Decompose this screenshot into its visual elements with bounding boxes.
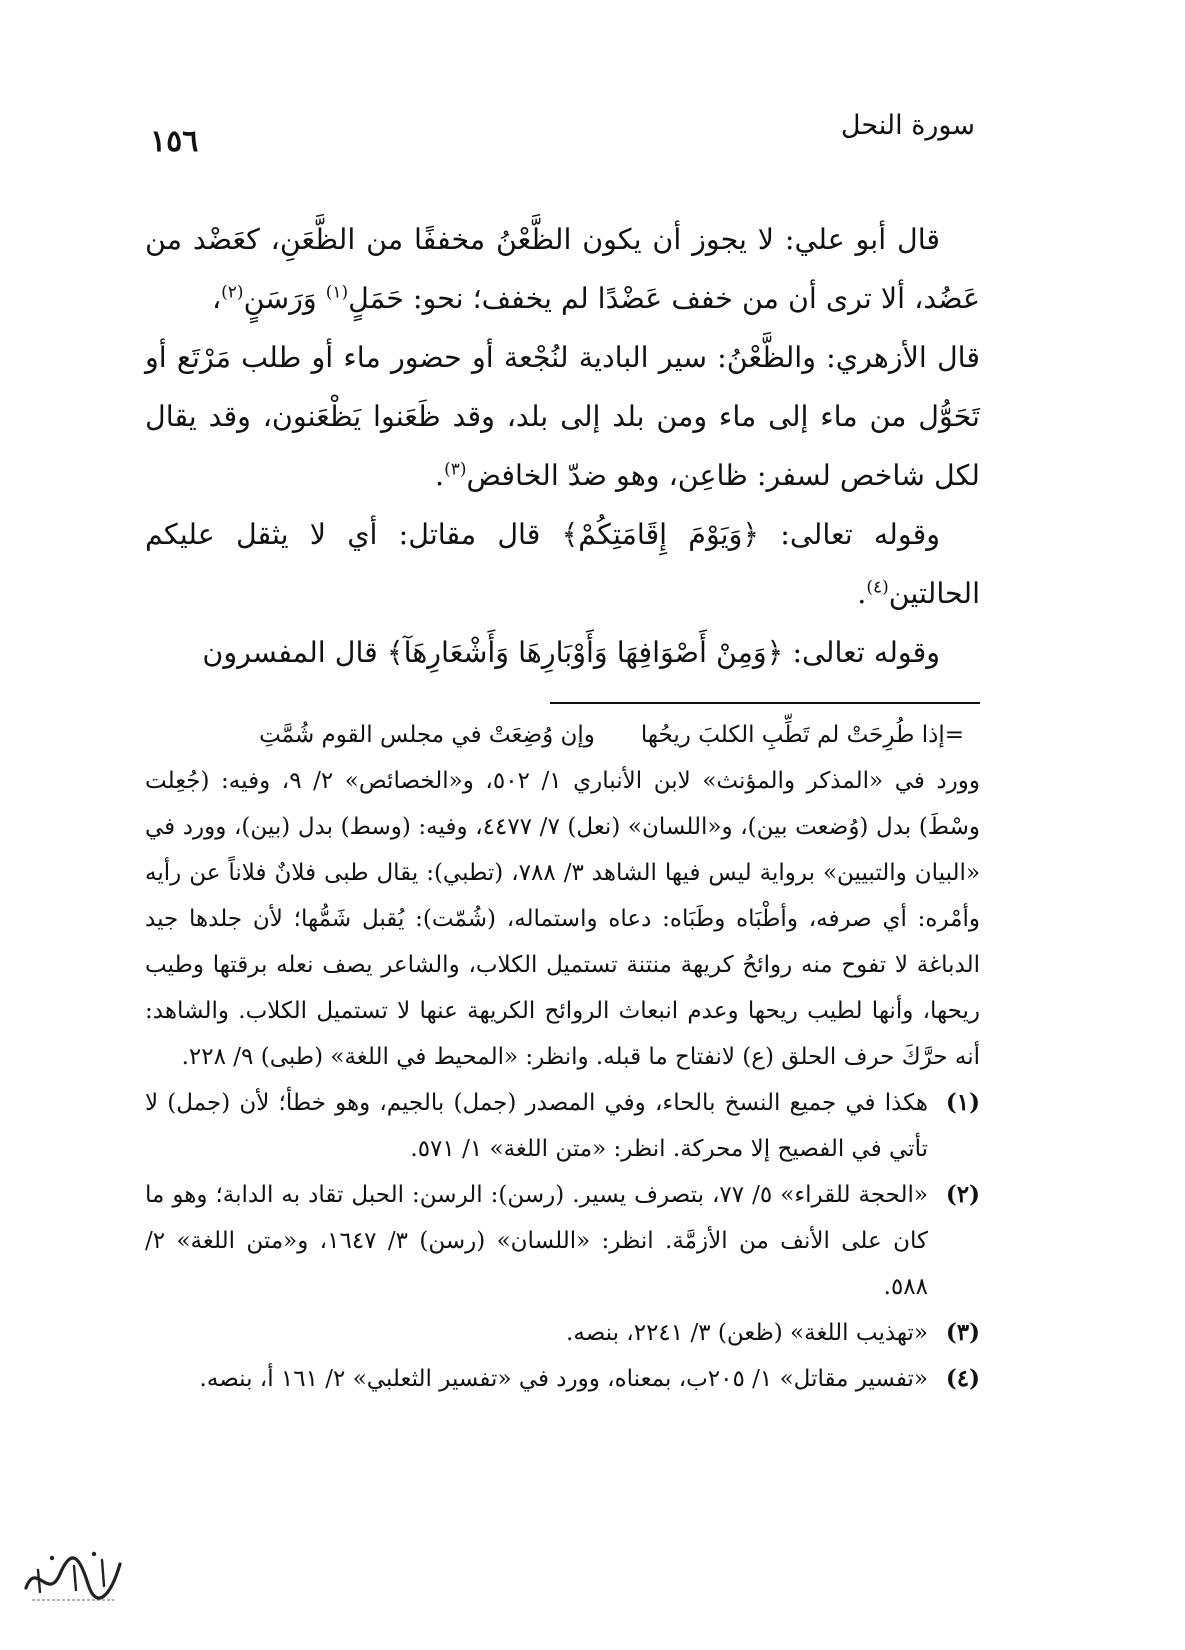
footnotes: [145, 712, 980, 1402]
footnote-number: (١): [945, 1089, 980, 1116]
paragraph-abu-ali: [145, 210, 980, 328]
text-span: قال أبو علي: لا يجوز أن يكون الظَّعْنُ مخففًا من الظَّعَنِ، كعَضْد من عَضُد، ألا ترى أن من خفف عَضْدًا لم يخفف؛ نحو: حَمَلٍ: [145, 223, 980, 315]
text-span: قال مقاتل: أي لا يثقل عليكم الحالتين: [145, 518, 980, 610]
paragraph-azhari: [145, 328, 980, 505]
text-span: وقوله تعالى:: [783, 636, 940, 669]
footnote-number: (٢): [945, 1181, 980, 1208]
page-number: ١٥٦: [150, 124, 199, 159]
footnote-number: (٤): [945, 1365, 980, 1392]
text-span: وقوله تعالى:: [759, 518, 940, 551]
footnote-separator: [550, 702, 980, 704]
footnote-3: [145, 1310, 980, 1356]
text-span: قال الأزهري: والظَّعْنُ: سير البادية لنُجْعة أو حضور ماء أو طلب مَرْتَع أو تَحَوُّل من ماء إلى ماء ومن بلد إلى بلد، وقد ظَعَنوا يَظْعَنون، وقد يقال لكل شاخص لسفر: ظاعِن، وهو ضدّ الخافض: [145, 341, 980, 492]
footnote-1: [145, 1080, 980, 1172]
footnote-4: [145, 1356, 980, 1402]
quran-verse: ﴿وَمِنْ أَصْوَافِهَا وَأَوْبَارِهَا وَأَشْعَارِهَآ﴾: [386, 636, 784, 669]
footnote-2: [145, 1172, 980, 1310]
footnote-text: هكذا في جميع النسخ بالحاء، وفي المصدر (جمل) بالجيم، وهو خطأ؛ لأن (جمل) لا تأتي في الفصيح إلا محركة. انظر: «متن اللغة» ١/ ٥٧١.: [145, 1090, 928, 1162]
surah-title: سورة النحل: [840, 110, 975, 141]
footnote-ref-1[interactable]: (١): [325, 282, 349, 303]
text-span: قال المفسرون: [202, 636, 387, 669]
watermark-logo: [18, 1540, 128, 1610]
verse-hemistich-second: وإن وُضِعَتْ في مجلس القوم شُمَّتِ: [259, 722, 595, 748]
paragraph-ayah-aswafiha: [145, 623, 980, 682]
main-text: [145, 210, 980, 682]
quran-verse: ﴿وَيَوْمَ إِقَامَتِكُمْ﴾: [561, 518, 760, 551]
footnote-text: «تفسير مقاتل» ١/ ٢٠٥ب، بمعناه، وورد في «تفسير الثعلبي» ٢/ ١٦١ أ، بنصه.: [199, 1366, 928, 1392]
page-header: [150, 110, 975, 160]
verse-hemistich-first: =إذا طُرِحَتْ لم تَطِّبِ الكلبَ ريحُها: [640, 722, 964, 748]
text-span: .: [435, 459, 445, 492]
footnote-text: «الحجة للقراء» ٥/ ٧٧، بتصرف يسير. (رسن): الرسن: الحبل تقاد به الدابة؛ وهو ما كان على الأنف من الأزمَّة. انظر: «اللسان» (رسن) ٣/ ١٦٤٧، و«متن اللغة» ٢/ ٥٨٨.: [145, 1182, 928, 1300]
paragraph-ayah-iqamatikum: [145, 505, 980, 623]
footnote-ref-3[interactable]: (٣): [444, 459, 467, 480]
footnote-number: (٣): [945, 1319, 980, 1346]
text-span: ،: [211, 282, 222, 315]
text-span: وَرَسَنٍ: [243, 282, 326, 315]
footnote-continuation: وورد في «المذكر والمؤنث» لابن الأنباري ١/ ٥٠٢، و«الخصائص» ٢/ ٩، وفيه: (جُعِلت وسْطَ) بدل (وُضعت بين)، و«اللسان» (نعل) ٧/ ٤٤٧٧، وفيه: (وسط) بدل (بين)، وورد في «البيان والتبيين» برواية ليس فيها الشاهد ٣/ ٧٨٨، (تطبي): يقال طبى فلانٌ فلاناً عن رأيه وأمْره: أي صرفه، وأطْبَاه وطَبَاه: دعاه واستماله، (شُمّت): يُقبل شَمُّها؛ لأن جلدها جيد الدباغة لا تفوح منه روائحُ كريهة منتنة تستميل الكلاب، والشاعر يصف نعله برقتها وطيب ريحها، وأنها لطيب ريحها وعدم انبعاث الروائح الكريهة عنها لا تستميل الكلاب. والشاهد: أنه حرَّكَ حرف الحلق (ع) لانفتاح ما قبله. وانظر: «المحيط في اللغة» (طبى) ٩/ ٢٢٨.: [145, 768, 981, 1070]
footnote-ref-2[interactable]: (٢): [221, 282, 244, 303]
footnote-ref-4[interactable]: (٤): [866, 577, 889, 598]
poetry-verse: [145, 712, 980, 758]
text-span: .: [857, 577, 867, 610]
footnote-text: «تهذيب اللغة» (ظعن) ٣/ ٢٢٤١، بنصه.: [566, 1320, 928, 1346]
